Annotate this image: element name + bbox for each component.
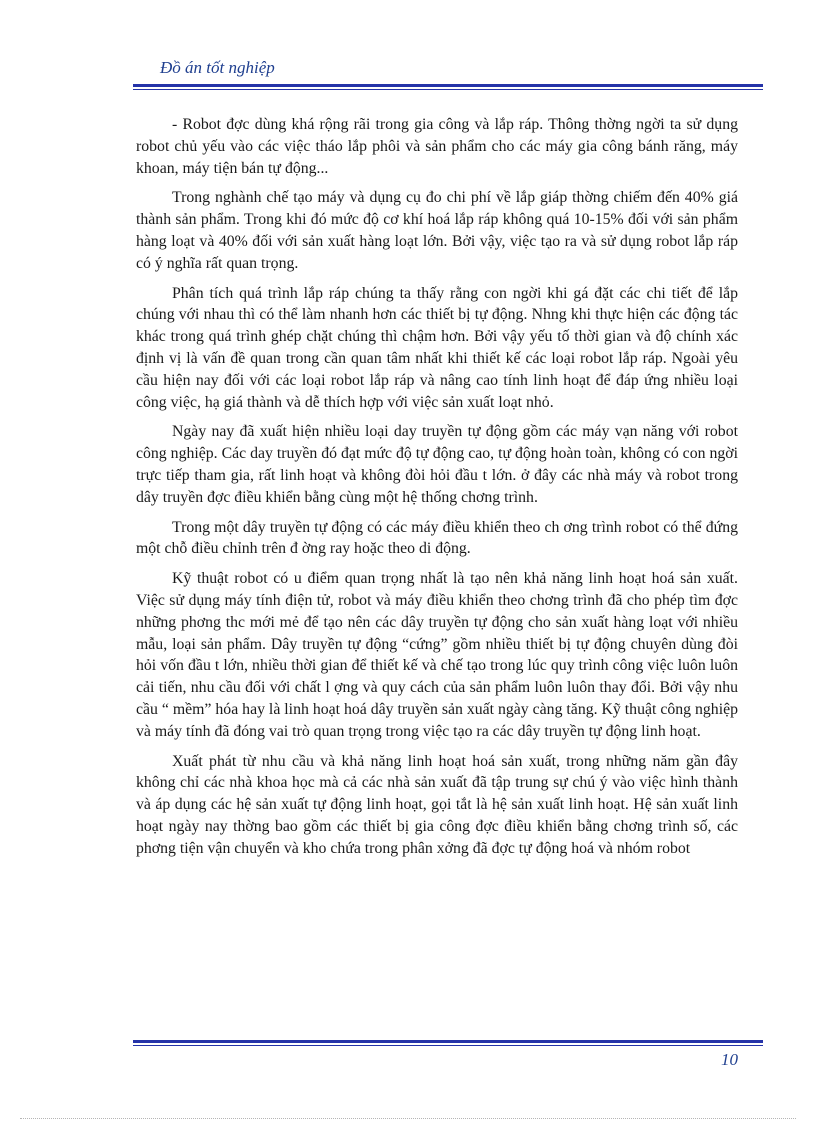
paragraph-7: Xuất phát từ nhu cầu và khả năng linh hoạt hoá sản xuất, trong những năm gần đây không chỉ các nhà khoa học mà cả các nhà sản xuất đã tập trung sự chú ý vào việc hình thành và áp dụng các hệ sản xuất tự động linh hoạt, gọi tắt là hệ sản xuất linh hoạt. Hệ sản xuất linh hoạt ngày nay thờng bao gồm các thiết bị gia công đợc điều khiển bằng chơng trình số, các phơng tiện vận chuyển và kho chứa trong phân xởng đã đợc tự động hoá và nhóm robot bbox=[136, 752, 738, 857]
paragraph-1: - Robot đợc dùng khá rộng rãi trong gia công và lắp ráp. Thông thờng ngời ta sử dụng robot chủ yếu vào các việc tháo lắp phôi và sản phẩm cho các máy gia công bánh răng, máy khoan, máy tiện bán tự động... bbox=[136, 116, 738, 177]
body-text bbox=[136, 114, 738, 868]
paragraph-4: Ngày nay đã xuất hiện nhiều loại day truyền tự động gồm các máy vạn năng với robot công nghiệp. Các day truyền đó đạt mức độ tự động cao, tự động hoàn toàn, không có con ngời trực tiếp tham gia, rất linh hoạt và không đòi hỏi đầu t lớn. ở đây các nhà máy và robot trong dây truyền đợc điều khiển bằng cùng một hệ thống chơng trình. bbox=[136, 423, 738, 506]
page-edge-divider bbox=[20, 1118, 796, 1119]
paragraph-3: Phân tích quá trình lắp ráp chúng ta thấy rằng con ngời khi gá đặt các chi tiết để lắp chúng với nhau thì có thể làm nhanh hơn các thiết bị tự động. Nhng khi thực hiện các động tác khác trong quá trình ghép chặt chúng thì chậm hơn. Bởi vậy yếu tố thời gian và độ chính xác định vị là vấn đề quan trong cần quan tâm nhất khi thiết kế các loại robot lắp ráp. Ngoài yêu cầu hiện nay đối với các loại robot lắp ráp và nâng cao tính linh hoạt để đáp ứng nhiều loại công việc, hạ giá thành và dễ thích hợp với việc sản xuất loạt nhỏ. bbox=[136, 284, 738, 411]
header-rule bbox=[133, 84, 763, 90]
paragraph-2: Trong nghành chế tạo máy và dụng cụ đo chi phí về lắp giáp thờng chiếm đến 40% giá thành sản phẩm. Trong khi đó mức độ cơ khí hoá lắp ráp không quá 10-15% đối với sản phẩm hàng loạt và 40% đối với sản xuất hàng loạt lớn. Bởi vậy, việc tạo ra và sử dụng robot lắp ráp có ý nghĩa rất quan trọng. bbox=[136, 189, 738, 272]
paragraph-6: Kỹ thuật robot có u điểm quan trọng nhất là tạo nên khả năng linh hoạt hoá sản xuất. Việc sử dụng máy tính điện tử, robot và máy điều khiển theo chơng trình đã cho phép tìm đợc những phơng thc mới mẻ để tạo nên các dây truyền tự động cho sản xuất hàng loạt với nhiều mẫu, loại sản phẩm. Dây truyền tự động “cứng” gồm nhiều thiết bị tự động chuyên dùng đòi hỏi vốn đầu t lớn, nhiều thời gian để thiết kế và chế tạo trong lúc quy trình công việc luôn luôn cải tiến, nhu cầu đối với chất l ợng và quy cách của sản phẩm luôn luôn thay đổi. Bởi vậy nhu cầu “ mềm” hóa hay là linh hoạt hoá dây truyền sản xuất ngày càng tăng. Kỹ thuật công nghiệp và máy tính đã đóng vai trò quan trọng trong việc tạo ra các dây truyền tự động linh hoạt. bbox=[136, 570, 738, 740]
header-title: Đồ án tốt nghiệp bbox=[160, 58, 275, 77]
paragraph-5: Trong một dây truyền tự động có các máy điều khiển theo ch ơng trình robot có thể đứng một chỗ điều chỉnh trên đ ờng ray hoặc theo di động. bbox=[136, 518, 738, 558]
page-number: 10 bbox=[721, 1050, 738, 1069]
footer-rule bbox=[133, 1040, 763, 1046]
